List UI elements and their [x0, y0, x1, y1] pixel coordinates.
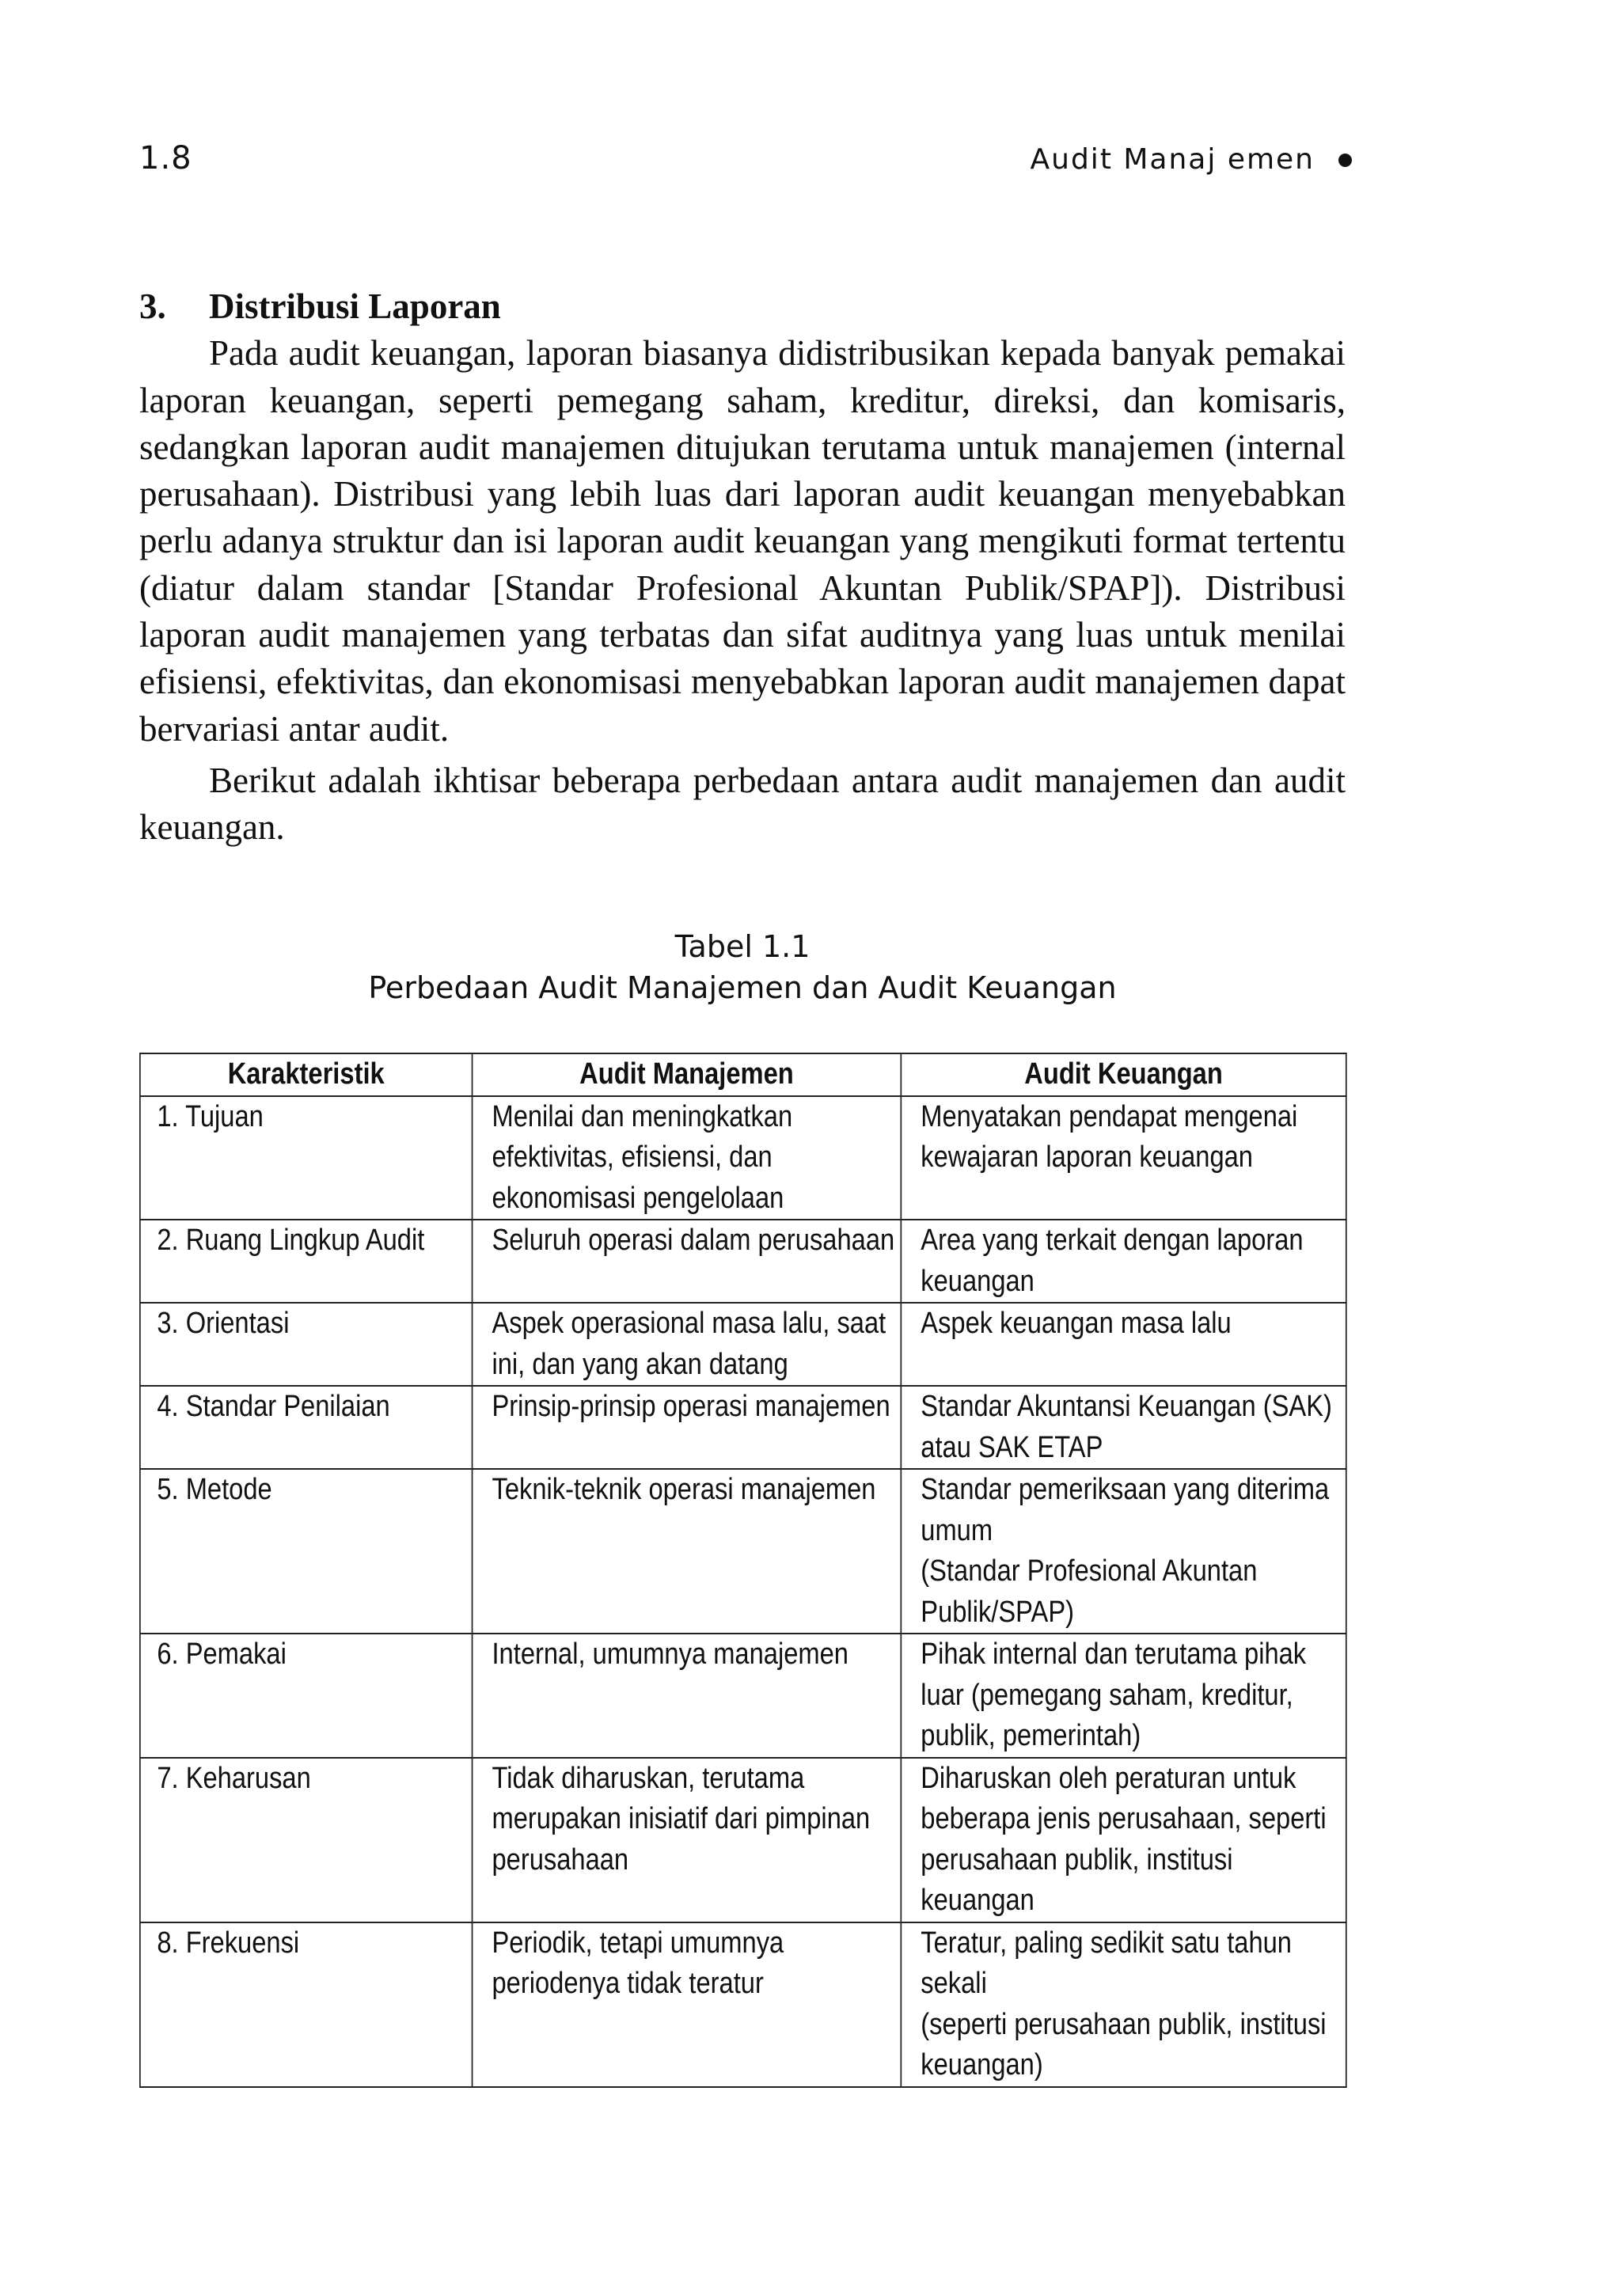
audit-manajemen-cell: Periodik, tetapi umumnya periodenya tidak teratur: [473, 1922, 902, 2087]
table-caption: [139, 926, 1346, 1008]
bullet-icon: [1338, 154, 1352, 167]
body-paragraph: Berikut adalah ikhtisar beberapa perbedaan antara audit manajemen dan audit keuangan.: [139, 760, 1346, 848]
running-header: [1031, 139, 1352, 180]
audit-manajemen-cell: Seluruh operasi dalam perusahaan: [473, 1220, 902, 1303]
characteristic-cell: 6. Pemakai: [140, 1634, 473, 1758]
audit-keuangan-cell: Standar pemeriksaan yang diterima umum (Standar Profesional Akuntan Publik/SPAP): [901, 1469, 1346, 1634]
column-header: Karakteristik: [140, 1053, 473, 1096]
table-row: [140, 1386, 1346, 1469]
table-row: [140, 1634, 1346, 1758]
audit-keuangan-cell: Area yang terkait dengan laporan keuangan: [901, 1220, 1346, 1303]
table-row: [140, 1758, 1346, 1922]
characteristic-cell: 1. Tujuan: [140, 1096, 473, 1220]
section-title: Distribusi Laporan: [209, 287, 501, 326]
audit-keuangan-cell: Teratur, paling sedikit satu tahun sekali (seperti perusahaan publik, institusi keuangan): [901, 1922, 1346, 2087]
characteristic-cell: 5. Metode: [140, 1469, 473, 1634]
running-title: Audit Manaj emen: [1030, 143, 1315, 176]
audit-keuangan-cell: Pihak internal dan terutama pihak luar (pemegang saham, kreditur, publik, pemerintah): [901, 1634, 1346, 1758]
characteristic-cell: 7. Keharusan: [140, 1758, 473, 1922]
audit-manajemen-cell: Menilai dan meningkatkan efektivitas, efisiensi, dan ekonomisasi pengelolaan: [473, 1096, 902, 1220]
audit-manajemen-cell: Aspek operasional masa lalu, saat ini, dan yang akan datang: [473, 1303, 902, 1386]
column-header: Audit Manajemen: [473, 1053, 902, 1096]
audit-manajemen-cell: Teknik-teknik operasi manajemen: [473, 1469, 902, 1634]
section-heading: [139, 283, 1346, 330]
audit-keuangan-cell: Diharuskan oleh peraturan untuk beberapa jenis perusahaan, seperti perusahaan publik, institusi keuangan: [901, 1758, 1346, 1922]
table-label: Tabel 1.1: [674, 929, 810, 964]
table-header-row: [140, 1053, 1346, 1096]
comparison-table: [139, 1053, 1347, 2088]
page-number: 1.8: [139, 140, 192, 176]
section-distribusi-laporan: [139, 283, 1346, 852]
table-row: [140, 1096, 1346, 1220]
characteristic-cell: 3. Orientasi: [140, 1303, 473, 1386]
characteristic-cell: 8. Frekuensi: [140, 1922, 473, 2087]
audit-keuangan-cell: Menyatakan pendapat mengenai kewajaran laporan keuangan: [901, 1096, 1346, 1220]
table-body: [140, 1096, 1346, 2087]
table-title: Perbedaan Audit Manajemen dan Audit Keuangan: [368, 970, 1117, 1005]
characteristic-cell: 4. Standar Penilaian: [140, 1386, 473, 1469]
audit-manajemen-cell: Tidak diharuskan, terutama merupakan inisiatif dari pimpinan perusahaan: [473, 1758, 902, 1922]
table-row: [140, 1922, 1346, 2087]
characteristic-cell: 2. Ruang Lingkup Audit: [140, 1220, 473, 1303]
audit-manajemen-cell: Internal, umumnya manajemen: [473, 1634, 902, 1758]
audit-manajemen-cell: Prinsip-prinsip operasi manajemen: [473, 1386, 902, 1469]
audit-keuangan-cell: Standar Akuntansi Keuangan (SAK) atau SAK ETAP: [901, 1386, 1346, 1469]
column-header: Audit Keuangan: [901, 1053, 1346, 1096]
table-row: [140, 1469, 1346, 1634]
section-number: 3.: [139, 287, 166, 326]
table-row: [140, 1303, 1346, 1386]
audit-keuangan-cell: Aspek keuangan masa lalu: [901, 1303, 1346, 1386]
table-row: [140, 1220, 1346, 1303]
body-paragraph: Pada audit keuangan, laporan biasanya didistribusikan kepada banyak pemakai laporan keuangan, seperti pemegang saham, kreditur, direksi, dan komisaris, sedangkan laporan audit manajemen ditujukan terutama untuk manajemen (internal perusahaan). Distribusi yang lebih luas dari laporan audit keuangan menyebabkan perlu adanya struktur dan isi laporan audit keuangan yang mengikuti format tertentu (diatur dalam standar [Standar Profesional Akuntan Publik/SPAP]). Distribusi laporan audit manajemen yang terbatas dan sifat auditnya yang luas untuk menilai efisiensi, efektivitas, dan ekonomisasi menyebabkan laporan audit manajemen dapat bervariasi antar audit.: [139, 333, 1346, 749]
